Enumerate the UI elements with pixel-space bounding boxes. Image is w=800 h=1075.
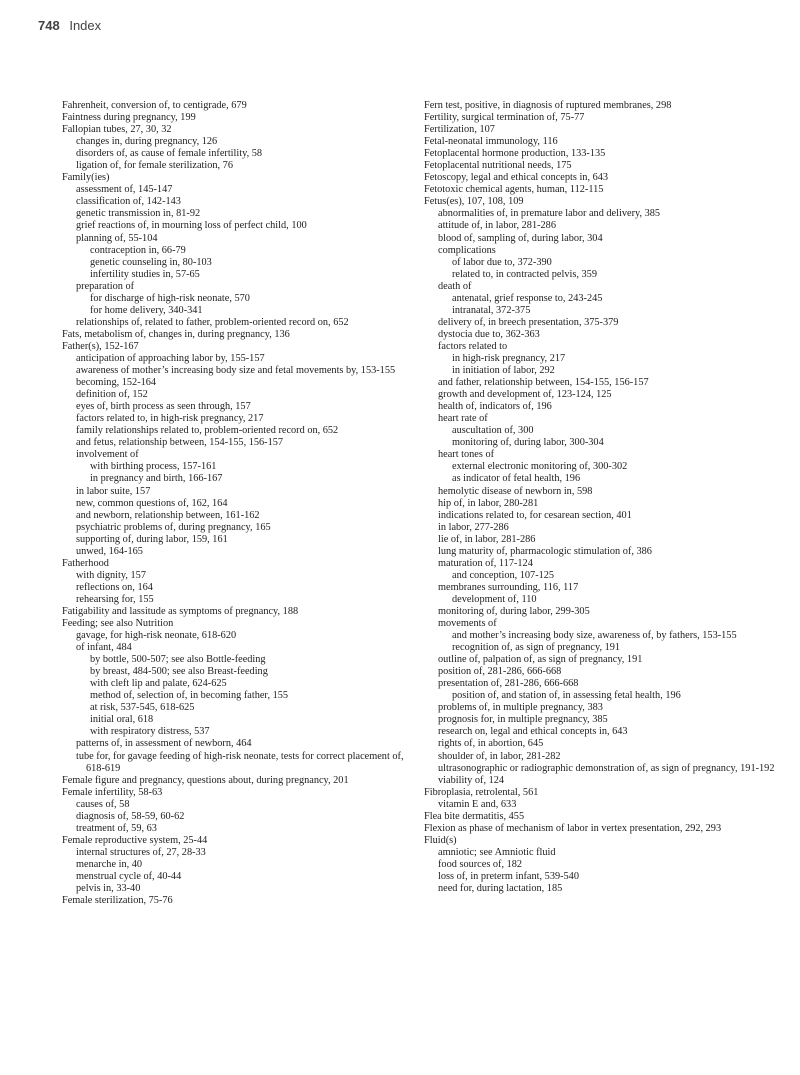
index-entry: Fertility, surgical termination of, 75-77	[424, 112, 585, 124]
index-entry: monitoring of, during labor, 300-304	[452, 437, 604, 449]
index-entry: Fats, metabolism of, changes in, during pregnancy, 136	[62, 328, 290, 340]
index-entry: method of, selection of, in becoming father, 155	[90, 690, 289, 702]
index-entry: genetic transmission in, 81-92	[76, 208, 201, 220]
index-entry: in labor, 277-286	[438, 521, 509, 533]
index-entry: Fibroplasia, retrolental, 561	[424, 786, 539, 798]
index-entry: external electronic monitoring of, 300-302	[452, 461, 628, 473]
index-entry: Female infertility, 58-63	[62, 786, 163, 798]
index-entry: attitude of, in labor, 281-286	[438, 220, 556, 232]
index-entry: by breast, 484-500; see also Breast-feeding	[90, 666, 268, 678]
index-entry: at risk, 537-545, 618-625	[90, 702, 195, 714]
index-entry: Faintness during pregnancy, 199	[62, 112, 196, 124]
index-entry: Fetoplacental nutritional needs, 175	[424, 160, 572, 172]
index-entry: indications related to, for cesarean section, 401	[438, 509, 632, 521]
index-entry: Fetoplacental hormone production, 133-135	[424, 148, 606, 160]
index-entry: factors related to	[438, 340, 508, 352]
index-entry: pelvis in, 33-40	[76, 883, 141, 895]
index-entry: heart rate of	[438, 413, 488, 425]
index-entry: Fetotoxic chemical agents, human, 112-115	[424, 184, 604, 196]
index-entry: membranes surrounding, 116, 117	[438, 581, 579, 593]
index-entry: Fallopian tubes, 27, 30, 32	[62, 124, 172, 136]
index-entry: menarche in, 40	[76, 858, 143, 870]
index-entry: eyes of, birth process as seen through, 157	[76, 401, 251, 413]
index-entry: diagnosis of, 58-59, 60-62	[76, 810, 185, 822]
index-entry: in pregnancy and birth, 166-167	[90, 473, 223, 485]
index-entry: planning of, 55-104	[76, 232, 158, 244]
index-entry: with cleft lip and palate, 624-625	[90, 678, 227, 690]
index-entry: Fatherhood	[62, 557, 109, 569]
index-entry: awareness of mother’s increasing body size and fetal movements by, 153-155	[76, 365, 396, 377]
index-entry: Feeding; see also Nutrition	[62, 618, 174, 630]
index-entry: rights of, in abortion, 645	[438, 738, 544, 750]
index-entry: Female figure and pregnancy, questions about, during pregnancy, 201	[62, 774, 349, 786]
index-entry: lung maturity of, pharmacologic stimulation of, 386	[438, 545, 652, 557]
index-entry: anticipation of approaching labor by, 155-157	[76, 352, 265, 364]
index-entry: supporting of, during labor, 159, 161	[76, 533, 228, 545]
index-entry: intranatal, 372-375	[452, 304, 531, 316]
index-entry: need for, during lactation, 185	[438, 883, 563, 895]
index-entry: Female sterilization, 75-76	[62, 895, 173, 907]
index-entry: Family(ies)	[62, 172, 110, 184]
page-title: Index	[69, 18, 102, 33]
index-entry: Fetoscopy, legal and ethical concepts in, 643	[424, 172, 609, 184]
index-entry: Fahrenheit, conversion of, to centigrade, 679	[62, 100, 247, 111]
index-entry: disorders of, as cause of female infertility, 58	[76, 148, 263, 160]
index-entry: prognosis for, in multiple pregnancy, 385	[438, 714, 608, 726]
index-entry: with birthing process, 157-161	[90, 461, 217, 473]
index-entry: outline of, palpation of, as sign of pregnancy, 191	[438, 654, 643, 666]
index-entry: of labor due to, 372-390	[452, 256, 552, 268]
index-entry: for home delivery, 340-341	[90, 304, 203, 316]
index-entry: loss of, in preterm infant, 539-540	[438, 871, 579, 882]
index-entry: ultrasonographic or radiographic demonstration of, as sign of pregnancy, 191-192	[438, 762, 775, 774]
index-entry: and mother’s increasing body size, awareness of, by fathers, 153-155	[452, 630, 737, 642]
index-column-left	[62, 100, 417, 907]
index-entry: reflections on, 164	[76, 581, 153, 593]
index-entry: Fetal-neonatal immunology, 116	[424, 136, 558, 148]
index-entry: preparation of	[76, 280, 135, 292]
index-entry: abnormalities of, in premature labor and delivery, 385	[438, 208, 661, 220]
index-entry: health of, indicators of, 196	[438, 401, 552, 413]
index-entry: menstrual cycle of, 40-44	[76, 871, 182, 882]
index-entry: genetic counseling in, 80-103	[90, 256, 212, 268]
index-entry: hemolytic disease of newborn in, 598	[438, 485, 593, 497]
index-entry: treatment of, 59, 63	[76, 822, 157, 834]
index-entry: becoming, 152-164	[76, 377, 157, 389]
index-entry: and newborn, relationship between, 161-162	[76, 509, 260, 521]
index-entry: patterns of, in assessment of newborn, 464	[76, 738, 252, 750]
index-entry: contraception in, 66-79	[90, 244, 186, 256]
index-entry: and conception, 107-125	[452, 569, 555, 581]
index-entry: position of, 281-286, 666-668	[438, 666, 562, 678]
index-entry: causes of, 58	[76, 798, 130, 810]
index-entry: vitamin E and, 633	[438, 798, 517, 810]
index-entry: related to, in contracted pelvis, 359	[452, 268, 597, 280]
index-entry: in initiation of labor, 292	[452, 365, 555, 377]
index-entry: Fern test, positive, in diagnosis of ruptured membranes, 298	[424, 100, 672, 111]
index-entry: by bottle, 500-507; see also Bottle-feeding	[90, 654, 266, 666]
index-entry: internal structures of, 27, 28-33	[76, 846, 206, 858]
index-column-right	[424, 100, 779, 895]
index-entry: family relationships related to, problem-oriented record on, 652	[76, 425, 339, 437]
index-entry: hip of, in labor, 280-281	[438, 497, 539, 509]
index-entry: rehearsing for, 155	[76, 593, 154, 605]
index-entry: position of, and station of, in assessing fetal health, 196	[452, 690, 681, 702]
index-entry: and father, relationship between, 154-155, 156-157	[438, 377, 649, 389]
index-entry: movements of	[438, 618, 497, 630]
index-entry: recognition of, as sign of pregnancy, 191	[452, 642, 621, 654]
index-entry: complications	[438, 244, 496, 256]
index-entry: as indicator of fetal health, 196	[452, 473, 581, 485]
index-entry: monitoring of, during labor, 299-305	[438, 605, 590, 617]
index-entry: and fetus, relationship between, 154-155, 156-157	[76, 437, 284, 449]
index-entry: Fatigability and lassitude as symptoms of pregnancy, 188	[62, 605, 299, 617]
index-entry: ligation of, for female sterilization, 76	[76, 160, 233, 172]
index-entry: lie of, in labor, 281-286	[438, 533, 536, 545]
index-entry: psychiatric problems of, during pregnancy, 165	[76, 521, 271, 533]
index-entry: definition of, 152	[76, 389, 148, 401]
index-entry: factors related to, in high-risk pregnancy, 217	[76, 413, 264, 425]
index-entry: Father(s), 152-167	[62, 340, 139, 352]
page-number: 748	[38, 18, 60, 33]
index-entry: for discharge of high-risk neonate, 570	[90, 292, 250, 304]
index-entry: blood of, sampling of, during labor, 304	[438, 232, 603, 244]
index-entry: auscultation of, 300	[452, 425, 534, 437]
index-entry: Fluid(s)	[424, 834, 457, 846]
index-entry: development of, 110	[452, 593, 537, 605]
index-entry: growth and development of, 123-124, 125	[438, 389, 612, 401]
index-entry: grief reactions of, in mourning loss of perfect child, 100	[76, 220, 307, 232]
index-entry: delivery of, in breech presentation, 375-379	[438, 316, 619, 328]
index-entry: amniotic; see Amniotic fluid	[438, 846, 556, 858]
index-entry: Flexion as phase of mechanism of labor in vertex presentation, 292, 293	[424, 822, 722, 834]
index-entry: research on, legal and ethical concepts in, 643	[438, 726, 628, 738]
index-entry: relationships of, related to father, problem-oriented record on, 652	[76, 316, 349, 328]
index-entry: with respiratory distress, 537	[90, 726, 210, 738]
index-entry: maturation of, 117-124	[438, 557, 533, 569]
index-entry: heart tones of	[438, 449, 495, 461]
index-entry: with dignity, 157	[76, 569, 146, 581]
index-entry: unwed, 164-165	[76, 545, 143, 557]
index-entry: infertility studies in, 57-65	[90, 268, 200, 280]
index-entry: tube for, for gavage feeding of high-risk neonate, tests for correct placement of, 618-619	[76, 750, 404, 774]
index-entry: assessment of, 145-147	[76, 184, 173, 196]
index-entry: involvement of	[76, 449, 139, 461]
index-entry: new, common questions of, 162, 164	[76, 497, 228, 509]
index-entry: presentation of, 281-286, 666-668	[438, 678, 579, 690]
index-entry: food sources of, 182	[438, 858, 523, 870]
index-entry: gavage, for high-risk neonate, 618-620	[76, 630, 237, 642]
index-entry: shoulder of, in labor, 281-282	[438, 750, 561, 762]
index-entry: antenatal, grief response to, 243-245	[452, 292, 603, 304]
index-entry: dystocia due to, 362-363	[438, 328, 540, 340]
page-header	[38, 18, 101, 33]
index-entry: changes in, during pregnancy, 126	[76, 136, 218, 148]
index-entry: classification of, 142-143	[76, 196, 181, 208]
index-entry: death of	[438, 280, 472, 292]
index-entry: initial oral, 618	[90, 714, 154, 726]
index-entry: viability of, 124	[438, 774, 505, 786]
index-entry: of infant, 484	[76, 642, 132, 654]
index-entry: Fertilization, 107	[424, 124, 495, 136]
index-entry: problems of, in multiple pregnancy, 383	[438, 702, 603, 714]
index-entry: in high-risk pregnancy, 217	[452, 352, 566, 364]
index-entry: in labor suite, 157	[76, 485, 151, 497]
index-entry: Flea bite dermatitis, 455	[424, 810, 525, 822]
index-entry: Female reproductive system, 25-44	[62, 834, 208, 846]
index-entry: Fetus(es), 107, 108, 109	[424, 196, 524, 208]
